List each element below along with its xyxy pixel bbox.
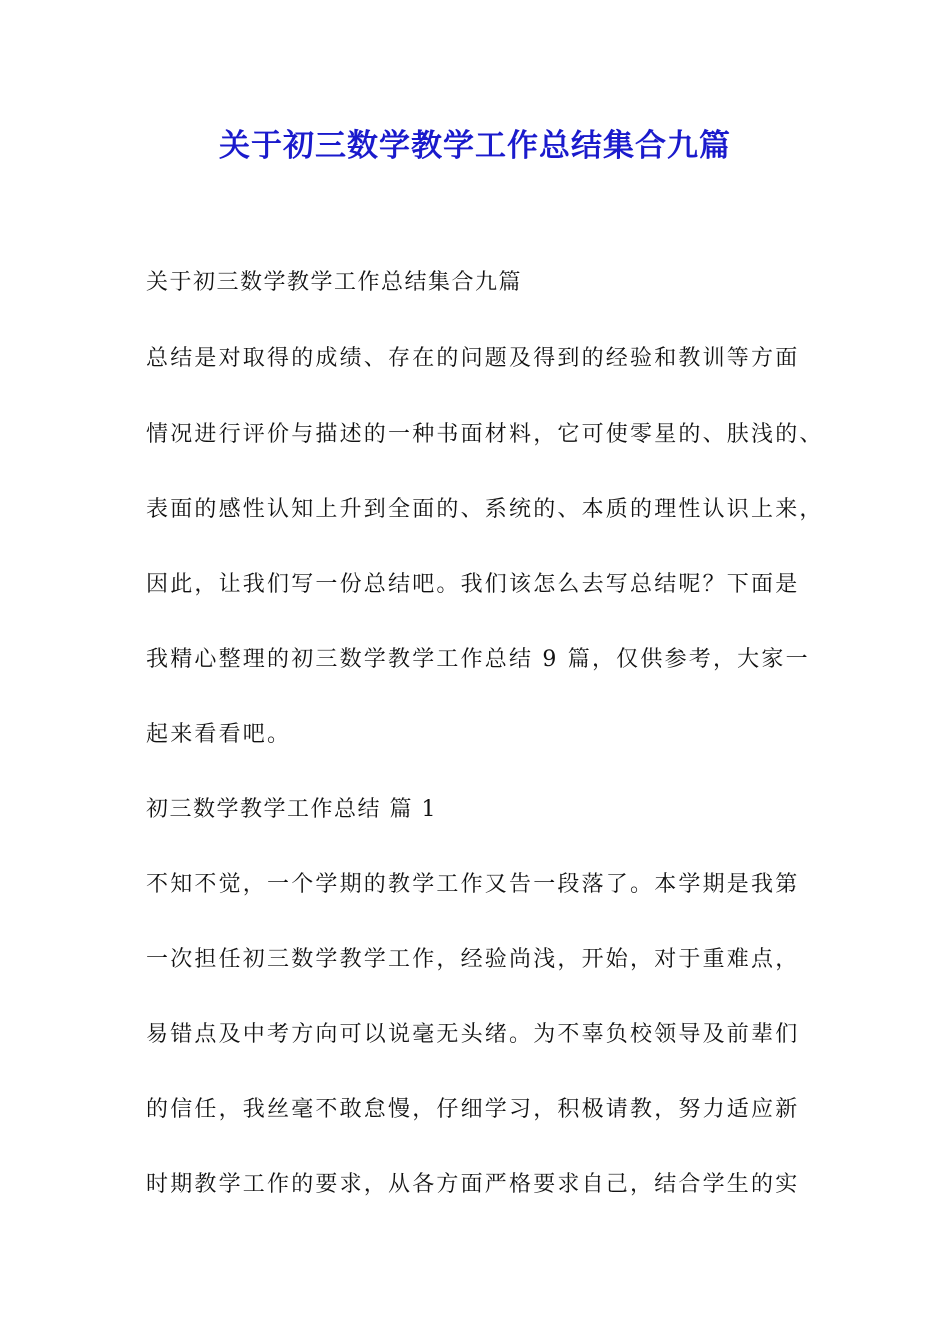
paragraph-line: 情况进行评价与描述的一种书面材料，它可使零星的、肤浅的、 [146,422,824,447]
page-title: 关于初三数学教学工作总结集合九篇 [219,128,731,164]
paragraph-line: 我精心整理的初三数学教学工作总结 9 篇，仅供参考，大家一 [146,647,810,672]
paragraph-line: 因此，让我们写一份总结吧。我们该怎么去写总结呢？下面是 [146,572,800,597]
paragraph-line: 一次担任初三数学教学工作，经验尚浅，开始，对于重难点， [146,947,800,972]
subtitle-line: 关于初三数学教学工作总结集合九篇 [146,270,523,295]
paragraph-line: 易错点及中考方向可以说毫无头绪。为不辜负校领导及前辈们 [146,1022,800,1047]
paragraph-line: 的信任，我丝毫不敢怠慢，仔细学习，积极请教，努力适应新 [146,1097,800,1122]
paragraph-line: 起来看看吧。 [146,722,292,747]
section-heading: 初三数学教学工作总结 篇 1 [146,797,437,822]
paragraph-line: 总结是对取得的成绩、存在的问题及得到的经验和教训等方面 [146,346,800,371]
paragraph-line: 表面的感性认知上升到全面的、系统的、本质的理性认识上来， [146,497,824,522]
paragraph-line: 不知不觉，一个学期的教学工作又告一段落了。本学期是我第 [146,872,800,897]
paragraph-line: 时期教学工作的要求，从各方面严格要求自己，结合学生的实 [146,1172,800,1197]
